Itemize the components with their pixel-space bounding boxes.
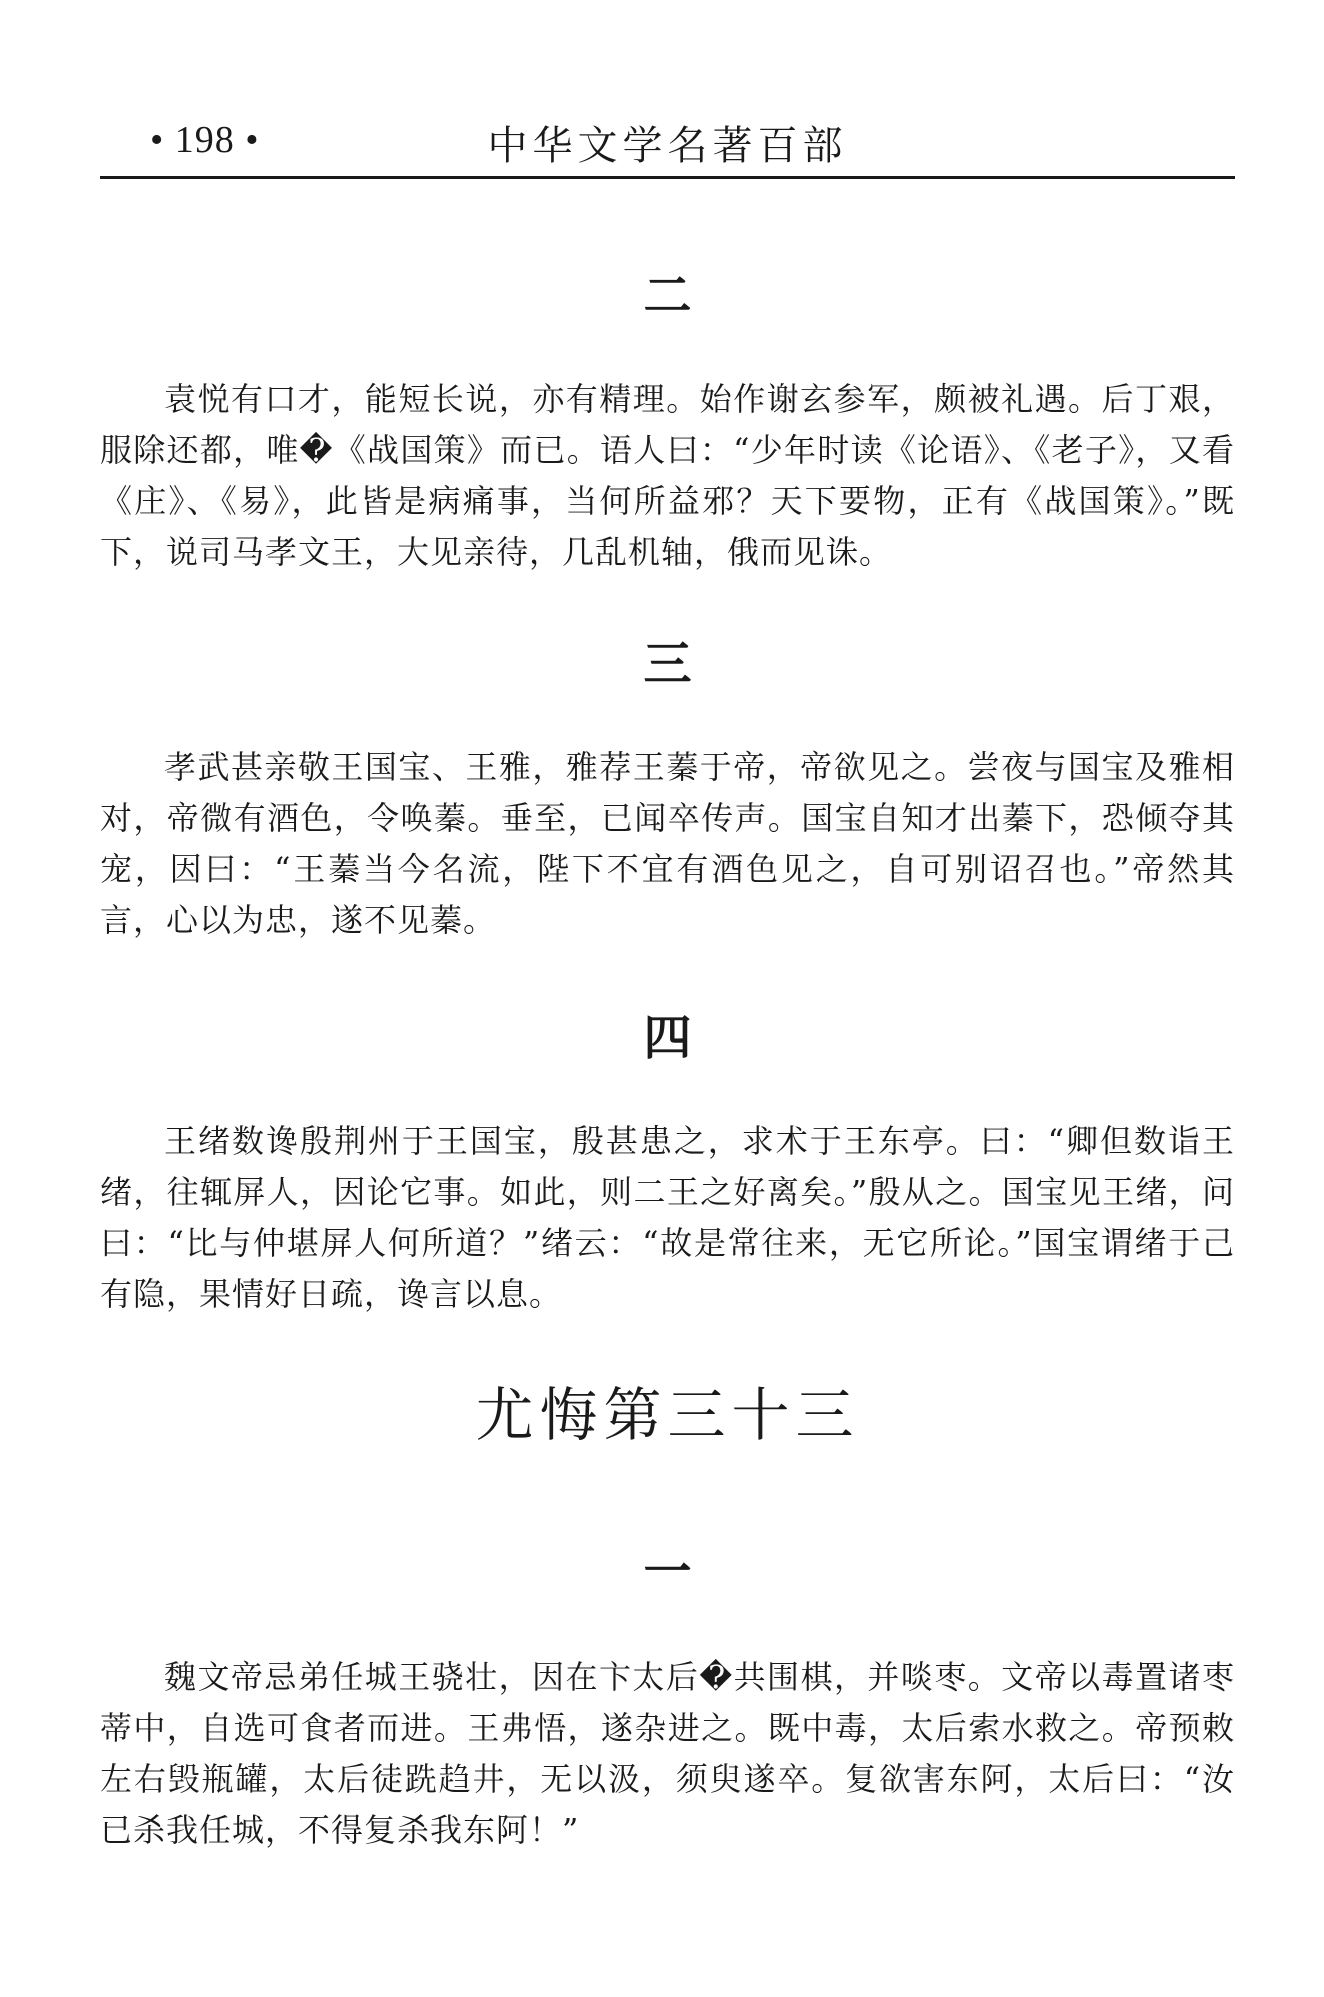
chapter-section-heading-1: 一 — [643, 1544, 692, 1600]
running-header — [100, 104, 1235, 179]
section-heading-4: 四 — [643, 1010, 692, 1066]
section-heading-2: 二 — [643, 268, 692, 324]
book-title: 中华文学名著百部 — [487, 123, 848, 169]
section-3-paragraph: 孝武甚亲敬王国宝、王雅，雅荐王蓁于帝，帝欲见之。尝夜与国宝及雅相对，帝微有酒色，令唤蓁。垂至，已闻卒传声。国宝自知才出蓁下，恐倾夺其宠，因曰：“王蓁当今名流，陛下不宜有酒色见之，自可别诏召也。”帝然其言，心以为忠，遂不见蓁。 — [100, 748, 1235, 939]
chapter-title: 尤悔第三十三 — [475, 1381, 860, 1449]
section-2-paragraph: 袁悦有口才，能短长说，亦有精理。始作谢玄参军，颇被礼遇。后丁艰，服除还都，唯�《战国策》而已。语人曰：“少年时读《论语》、《老子》，又看《庄》、《易》，此皆是病痛事，当何所益邪？天下要物，正有《战国策》。”既下，说司马孝文王，大见亲待，几乱机轴，俄而见诛。 — [100, 380, 1235, 571]
section-heading-3: 三 — [643, 636, 692, 692]
page-number: • 198 • — [150, 119, 260, 161]
section-4-paragraph: 王绪数谗殷荆州于王国宝，殷甚患之，求术于王东亭。曰：“卿但数诣王绪，往辄屏人，因论它事。如此，则二王之好离矣。”殷从之。国宝见王绪，问曰：“比与仲堪屏人何所道？”绪云：“故是常往来，无它所论。”国宝谓绪于己有隐，果情好日疏，谗言以息。 — [100, 1122, 1235, 1313]
chapter-section-1-paragraph: 魏文帝忌弟任城王骁壮，因在卞太后�共围棋，并啖枣。文帝以毒置诸枣蒂中，自选可食者而进。王弗悟，遂杂进之。既中毒，太后索水救之。帝预敕左右毁瓶罐，太后徒跣趋井，无以汲，须臾遂卒。复欲害东阿，太后曰：“汝已杀我任城，不得复杀我东阿！” — [100, 1658, 1235, 1849]
